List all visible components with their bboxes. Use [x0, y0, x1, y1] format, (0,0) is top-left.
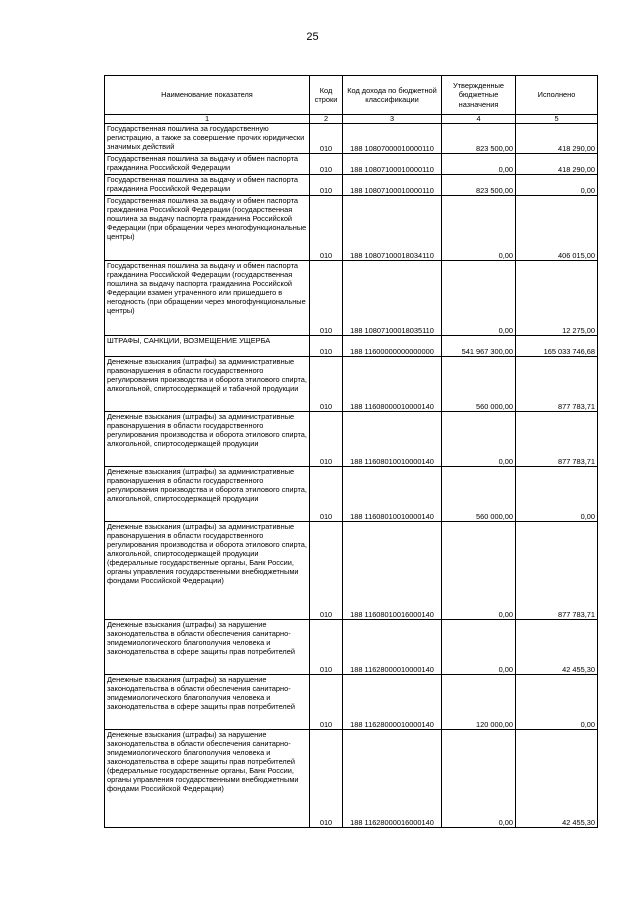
table-header-row: [105, 76, 598, 115]
executed-value: 0,00: [516, 675, 598, 730]
executed-value: 12 275,00: [516, 261, 598, 336]
executed-value: 42 455,30: [516, 730, 598, 828]
indicator-name: Денежные взыскания (штрафы) за административные правонарушения в области государственного регулирования производства и оборота этилового спирта, алкогольной, спиртосодержащей продукции: [105, 412, 310, 467]
income-code: 188 11600000000000000: [343, 336, 442, 357]
table-row: [105, 124, 598, 154]
table-row: [105, 730, 598, 828]
indicator-name: Денежные взыскания (штрафы) за административные правонарушения в области государственного регулирования производства и оборота этилового спирта, алкогольной, спиртосодержащей продукции: [105, 467, 310, 522]
row-code: 010: [310, 467, 343, 522]
column-number: 3: [343, 115, 442, 124]
table-row: [105, 467, 598, 522]
income-code: 188 10807100010000110: [343, 154, 442, 175]
header-approved: Утвержденные бюджетные назначения: [442, 76, 516, 115]
row-code: 010: [310, 261, 343, 336]
executed-value: 42 455,30: [516, 620, 598, 675]
indicator-name: Государственная пошлина за выдачу и обмен паспорта гражданина Российской Федерации (государственная пошлина за выдачу паспорта гражданина Российской Федерации (при обращении через многофункциональные центры): [105, 196, 310, 261]
income-code: 188 10807100018034110: [343, 196, 442, 261]
approved-value: 541 967 300,00: [442, 336, 516, 357]
indicator-name: Денежные взыскания (штрафы) за административные правонарушения в области государственного регулирования производства и оборота этилового спирта, алкогольной, спиртосодержащей и табачной продукции: [105, 357, 310, 412]
income-code: 188 10807100018035110: [343, 261, 442, 336]
indicator-name: Государственная пошлина за выдачу и обмен паспорта гражданина Российской Федерации: [105, 175, 310, 196]
approved-value: 0,00: [442, 412, 516, 467]
budget-execution-table: [104, 75, 598, 828]
indicator-name: ШТРАФЫ, САНКЦИИ, ВОЗМЕЩЕНИЕ УЩЕРБА: [105, 336, 310, 357]
row-code: 010: [310, 154, 343, 175]
approved-value: 560 000,00: [442, 357, 516, 412]
row-code: 010: [310, 675, 343, 730]
indicator-name: Денежные взыскания (штрафы) за нарушение законодательства в области обеспечения санитарно-эпидемиологического благополучия человека и законодательства в сфере защиты прав потребителей (федеральные государственные органы, Банк России, органы управления государственными внебюджетными фондами Российской Федерации): [105, 730, 310, 828]
indicator-name: Денежные взыскания (штрафы) за нарушение законодательства в области обеспечения санитарно-эпидемиологического благополучия человека и законодательства в сфере защиты прав потребителей: [105, 675, 310, 730]
row-code: 010: [310, 620, 343, 675]
executed-value: 406 015,00: [516, 196, 598, 261]
executed-value: 418 290,00: [516, 154, 598, 175]
income-code: 188 10807100010000110: [343, 175, 442, 196]
income-code: 188 11628000016000140: [343, 730, 442, 828]
page-number: 25: [306, 31, 319, 43]
indicator-name: Государственная пошлина за выдачу и обмен паспорта гражданина Российской Федерации (государственная пошлина за выдачу паспорта гражданина Российской Федерации взамен утраченного или пришедшего в негодность (при обращении через многофункциональные центры): [105, 261, 310, 336]
row-code: 010: [310, 196, 343, 261]
column-number-row: [105, 115, 598, 124]
row-code: 010: [310, 357, 343, 412]
approved-value: 0,00: [442, 522, 516, 620]
header-executed: Исполнено: [516, 76, 598, 115]
income-code: 188 11608010010000140: [343, 412, 442, 467]
approved-value: 0,00: [442, 730, 516, 828]
row-code: 010: [310, 522, 343, 620]
indicator-name: Государственная пошлина за государственную регистрацию, а также за совершение прочих юридически значимых действий: [105, 124, 310, 154]
approved-value: 560 000,00: [442, 467, 516, 522]
income-code: 188 11608010010000140: [343, 467, 442, 522]
row-code: 010: [310, 124, 343, 154]
indicator-name: Денежные взыскания (штрафы) за административные правонарушения в области государственного регулирования производства и оборота этилового спирта, алкогольной, спиртосодержащей продукции (федеральные государственные органы, Банк России, органы управления государственными внебюджетными фондами Российской Федерации): [105, 522, 310, 620]
header-name: Наименование показателя: [105, 76, 310, 115]
approved-value: 823 500,00: [442, 175, 516, 196]
approved-value: 0,00: [442, 620, 516, 675]
table-row: [105, 412, 598, 467]
executed-value: 877 783,71: [516, 412, 598, 467]
income-code: 188 11608000010000140: [343, 357, 442, 412]
table-row: [105, 522, 598, 620]
approved-value: 0,00: [442, 154, 516, 175]
executed-value: 877 783,71: [516, 522, 598, 620]
executed-value: 418 290,00: [516, 124, 598, 154]
header-row-code: Код строки: [310, 76, 343, 115]
approved-value: 0,00: [442, 261, 516, 336]
indicator-name: Денежные взыскания (штрафы) за нарушение законодательства в области обеспечения санитарно-эпидемиологического благополучия человека и законодательства в сфере защиты прав потребителей: [105, 620, 310, 675]
table-row: [105, 357, 598, 412]
row-code: 010: [310, 412, 343, 467]
indicator-name: Государственная пошлина за выдачу и обмен паспорта гражданина Российской Федерации: [105, 154, 310, 175]
table-row: [105, 154, 598, 175]
column-number: 4: [442, 115, 516, 124]
approved-value: 823 500,00: [442, 124, 516, 154]
executed-value: 877 783,71: [516, 357, 598, 412]
header-income-code: Код дохода по бюджетной классификации: [343, 76, 442, 115]
row-code: 010: [310, 730, 343, 828]
income-code: 188 10807000010000110: [343, 124, 442, 154]
table-row: [105, 675, 598, 730]
table-row: [105, 175, 598, 196]
table-row: [105, 196, 598, 261]
row-code: 010: [310, 175, 343, 196]
table-row: [105, 336, 598, 357]
approved-value: 120 000,00: [442, 675, 516, 730]
income-code: 188 11628000010000140: [343, 620, 442, 675]
column-number: 2: [310, 115, 343, 124]
income-code: 188 11628000010000140: [343, 675, 442, 730]
column-number: 5: [516, 115, 598, 124]
column-number: 1: [105, 115, 310, 124]
income-code: 188 11608010016000140: [343, 522, 442, 620]
table-row: [105, 620, 598, 675]
row-code: 010: [310, 336, 343, 357]
executed-value: 0,00: [516, 175, 598, 196]
approved-value: 0,00: [442, 196, 516, 261]
executed-value: 165 033 746,68: [516, 336, 598, 357]
table-row: [105, 261, 598, 336]
executed-value: 0,00: [516, 467, 598, 522]
